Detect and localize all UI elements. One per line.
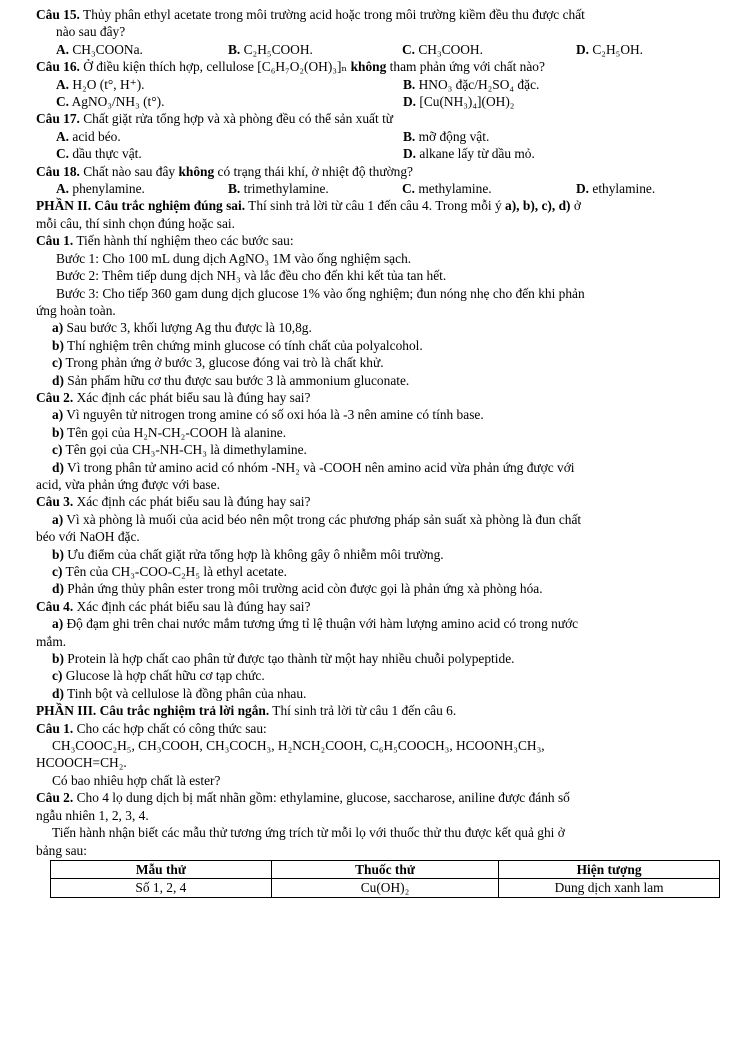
q18-options [36, 180, 714, 197]
p2-c1-stem: Câu 1. Tiến hành thí nghiệm theo các bước sau: [36, 233, 294, 249]
q16-stem: Câu 16. Ở điều kiện thích hợp, cellulose [C₆H₇O₂(OH)₃]ₙ không tham phản ứng với chất nào? [36, 59, 545, 75]
p2-c3-item-d: d) Phản ứng thủy phân ester trong môi trường acid còn được gọi là phản ứng xà phòng hóa. [52, 581, 543, 597]
p2-c4-item-a-cont: mắm. [36, 633, 67, 649]
q15-option-a: A. CH₃COONa. [56, 41, 143, 57]
table-header-cell: Thuốc thử [271, 860, 498, 878]
p2-c3-item-c: c) Tên của CH₃-COO-C₂H₅ là ethyl acetate. [52, 564, 287, 579]
p2-c4-item-a: a) Độ đạm ghi trên chai nước mắm tương ứng tỉ lệ thuận với hàm lượng amino acid có trong nước [52, 616, 579, 632]
p3-c1-question: Có bao nhiêu hợp chất là ester? [52, 772, 221, 788]
table-cell: Cu(OH)₂ [271, 879, 498, 897]
p2-c1-item-a: a) Sau bước 3, khối lượng Ag thu được là 10,8g. [52, 320, 312, 336]
p2-c1-item-b: b) Thí nghiệm trên chứng minh glucose có tính chất của polyalcohol. [52, 337, 423, 353]
p2-c4-item-c: c) Glucose là hợp chất hữu cơ tạp chức. [52, 668, 265, 684]
p3-c2-stem: Câu 2. Cho 4 lọ dung dịch bị mất nhãn gồm: ethylamine, glucose, saccharose, aniline được đánh số [36, 790, 570, 806]
q15-options [36, 41, 714, 58]
part2-heading: PHẦN II. Câu trắc nghiệm đúng sai. Thí sinh trả lời từ câu 1 đến câu 4. Trong mỗi ý a), b), c), d) ở [36, 198, 581, 214]
q15-option-c: C. CH₃COOH. [402, 41, 483, 57]
p3-c1-stem: Câu 1. Cho các hợp chất có công thức sau: [36, 720, 267, 736]
p2-c3-item-b: b) Ưu điểm của chất giặt rửa tổng hợp là không gây ô nhiễm môi trường. [52, 546, 444, 562]
q18-option-d: D. ethylamine. [576, 181, 656, 197]
p3-c2-instruction-cont: bảng sau: [36, 842, 87, 858]
table-row [51, 879, 720, 897]
table-cell: Số 1, 2, 4 [51, 879, 272, 897]
q15-stem-cont: nào sau đây? [56, 24, 126, 40]
q16-options-row2 [36, 93, 714, 110]
p3-c1-formulas: CH₃COOC₂H₅, CH₃COOH, CH₃COCH₃, H₂NCH₂COOH, C₆H₅COOCH₃, HCOONH₃CH₃, [52, 738, 545, 754]
table-header-row [51, 860, 720, 878]
p3-c2-stem-cont: ngẫu nhiên 1, 2, 3, 4. [36, 807, 149, 823]
results-table [50, 860, 720, 898]
q15-option-d: D. C₂H₅OH. [576, 41, 644, 57]
q15-option-b: B. C₂H₅COOH. [228, 41, 313, 57]
p2-c2-stem: Câu 2. Xác định các phát biểu sau là đúng hay sai? [36, 389, 311, 405]
q17-stem: Câu 17. Chất giặt rửa tổng hợp và xà phòng đều có thể sản xuất từ [36, 111, 394, 127]
q18-option-c: C. methylamine. [402, 181, 492, 197]
q17-option-d: D. alkane lấy từ dầu mỏ. [403, 146, 535, 162]
q16-options-row1 [36, 76, 714, 93]
q17-option-a: A. acid béo. [56, 128, 121, 144]
q16-option-b: B. HNO₃ đặc/H₂SO₄ đặc. [403, 76, 540, 92]
q15-number: Câu 15. [36, 7, 80, 22]
p2-c2-item-a: a) Vì nguyên tử nitrogen trong amine có số oxi hóa là -3 nên amine có tính base. [52, 407, 484, 423]
q15-stem [36, 6, 714, 23]
q17-option-b: B. mỡ động vật. [403, 128, 490, 144]
q16-option-d: D. [Cu(NH₃)₄](OH)₂ [403, 94, 515, 110]
q17-option-c: C. dầu thực vật. [56, 146, 142, 162]
p2-c4-item-d: d) Tinh bột và cellulose là đồng phân của nhau. [52, 685, 307, 701]
part3-heading: PHẦN III. Câu trắc nghiệm trả lời ngắn. Thí sinh trả lời từ câu 1 đến câu 6. [36, 703, 457, 719]
p3-c1-formulas-cont: HCOOCH=CH₂. [36, 755, 127, 771]
p2-c4-stem: Câu 4. Xác định các phát biểu sau là đúng hay sai? [36, 598, 311, 614]
q17-options-row1 [36, 128, 714, 145]
p2-c1-step2: Bước 2: Thêm tiếp dung dịch NH₃ và lắc đều cho đến khi kết tủa tan hết. [56, 268, 447, 284]
part2-heading-cont: mỗi câu, thí sinh chọn đúng hoặc sai. [36, 215, 235, 231]
q17-options-row2 [36, 145, 714, 162]
q18-option-b: B. trimethylamine. [228, 181, 329, 197]
p2-c1-step3: Bước 3: Cho tiếp 360 gam dung dịch glucose 1% vào ống nghiệm; đun nóng nhẹ cho đến khi phản [56, 285, 585, 301]
p2-c1-item-d: d) Sản phẩm hữu cơ thu được sau bước 3 là ammonium gluconate. [52, 372, 410, 388]
p2-c4-item-b: b) Protein là hợp chất cao phân tử được tạo thành từ một hay nhiều chuỗi polypeptide. [52, 651, 515, 667]
q16-option-c: C. AgNO₃/NH₃ (t°). [56, 94, 165, 110]
p2-c1-item-c: c) Trong phản ứng ở bước 3, glucose đóng vai trò là chất khử. [52, 355, 384, 371]
q18-stem: Câu 18. Chất nào sau đây không có trạng thái khí, ở nhiệt độ thường? [36, 163, 413, 179]
p2-c1-step1: Bước 1: Cho 100 mL dung dịch AgNO₃ 1M vào ống nghiệm sạch. [56, 250, 412, 266]
q16-option-a: A. H₂O (t°, H⁺). [56, 76, 145, 92]
p2-c2-item-c: c) Tên gọi của CH₃-NH-CH₃ là dimethylamine. [52, 442, 307, 458]
p2-c3-item-a-cont: béo với NaOH đặc. [36, 529, 140, 545]
p2-c3-item-a: a) Vì xà phòng là muối của acid béo nên một trong các phương pháp sản suất xà phòng là đun chất [52, 511, 582, 527]
p2-c2-item-d: d) Vì trong phân tử amino acid có nhóm -NH₂ và -COOH nên amino acid vừa phản ứng được với [52, 459, 575, 475]
table-cell: Dung dịch xanh lam [499, 879, 720, 897]
table-header-cell: Mẫu thử [51, 860, 272, 878]
table-header-cell: Hiện tượng [499, 860, 720, 878]
q18-option-a: A. phenylamine. [56, 181, 145, 197]
p2-c3-stem: Câu 3. Xác định các phát biểu sau là đúng hay sai? [36, 494, 311, 510]
p3-c2-instruction: Tiến hành nhận biết các mẫu thử tương ứng trích từ mỗi lọ với thuốc thử thu được kết quả ghi ở [52, 825, 565, 841]
p2-c2-item-b: b) Tên gọi của H₂N-CH₂-COOH là alanine. [52, 424, 287, 440]
p2-c1-step3-cont: ứng hoàn toàn. [36, 302, 116, 318]
p2-c2-item-d-cont: acid, vừa phản ứng được với base. [36, 476, 220, 492]
q15-text: Thủy phân ethyl acetate trong môi trường acid hoặc trong môi trường kiềm đều thu được chất [79, 7, 585, 22]
